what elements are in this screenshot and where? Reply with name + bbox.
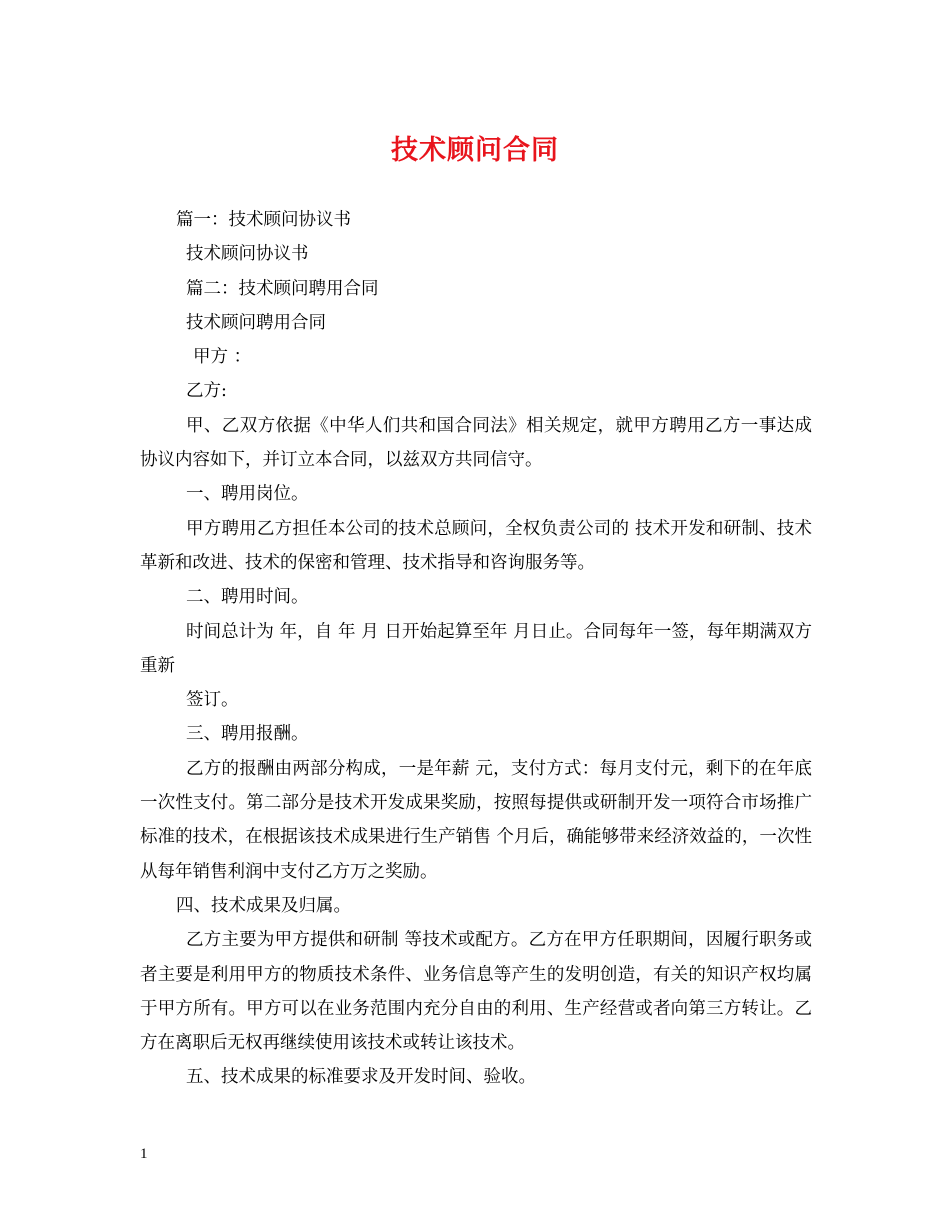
party-a-line: 甲方 ：: [193, 347, 252, 368]
party-b-line: 乙方:: [186, 381, 227, 402]
clause-heading-position: 一、聘用岗位。: [186, 484, 309, 505]
document-title: 技术顾问合同: [391, 135, 559, 166]
clause-heading-ownership: 四、技术成果及归属。: [176, 895, 351, 916]
term-continuation: 签订。: [186, 690, 239, 711]
term-paragraph: 时间总计为 年，自 年 月 日开始起算至年 月日止。合同每年一签，每年期满双方重新: [140, 621, 812, 676]
section-heading-2: 篇二：技术顾问聘用合同: [186, 278, 379, 299]
document-body: [140, 203, 812, 1095]
page-number: 1: [140, 1146, 148, 1162]
clause-heading-standards: 五、技术成果的标准要求及开发时间、验收。: [186, 1067, 536, 1088]
clause-heading-term: 二、聘用时间。: [186, 587, 309, 608]
position-paragraph: 甲方聘用乙方担任本公司的技术总顾问，全权负责公司的 技术开发和研制、技术革新和改进、技术的保密和管理、技术指导和咨询服务等。: [140, 518, 812, 573]
clause-heading-compensation: 三、聘用报酬。: [186, 724, 309, 745]
contract-title: 技术顾问聘用合同: [186, 312, 326, 333]
ownership-paragraph: 乙方主要为甲方提供和研制 等技术或配方。乙方在甲方任职期间，因履行职务或者主要是利用甲方的物质技术条件、业务信息等产生的发明创造，有关的知识产权均属于甲方所有。甲方可以在业务范围内充分自由的利用、生产经营或者向第三方转让。乙方在离职后无权再继续使用该技术或转让该技术。: [140, 930, 812, 1054]
preamble-paragraph: 甲、乙双方依据《中华人们共和国合同法》相关规定，就甲方聘用乙方一事达成协议内容如下，并订立本合同，以兹双方共同信守。: [140, 415, 812, 471]
compensation-paragraph: 乙方的报酬由两部分构成，一是年薪 元，支付方式：每月支付元，剩下的在年底一次性支付。第二部分是技术开发成果奖励，按照每提供或研制开发一项符合市场推广标准的技术，在根据该技术成果进行生产销售 个月后，确能够带来经济效益的，一次性从每年销售利润中支付乙方万之奖励。: [140, 758, 812, 882]
agreement-title: 技术顾问协议书: [186, 244, 309, 265]
section-heading-1: 篇一：技术顾问协议书: [176, 210, 351, 230]
